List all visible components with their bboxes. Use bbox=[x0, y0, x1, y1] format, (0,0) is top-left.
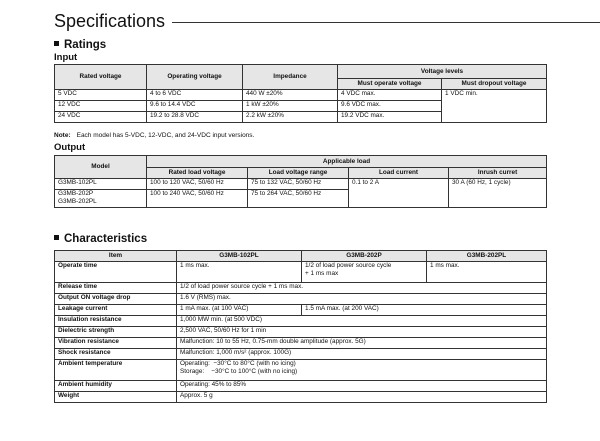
table-cell: 100 to 240 VAC, 50/60 Hz bbox=[147, 190, 248, 208]
note-label: Note: bbox=[54, 132, 71, 139]
ratings-heading-text: Ratings bbox=[64, 39, 107, 51]
table-cell: 100 to 120 VAC, 50/60 Hz bbox=[147, 179, 248, 190]
table-cell: Approx. 5 g bbox=[177, 392, 547, 403]
table-cell: 2,500 VAC, 50/60 Hz for 1 min bbox=[177, 327, 547, 338]
table-row bbox=[55, 283, 547, 294]
table-cell: 1 ms max. bbox=[177, 262, 302, 283]
header-rated-load-voltage: Rated load voltage bbox=[147, 168, 248, 179]
input-note bbox=[54, 132, 254, 140]
table-cell-model bbox=[55, 190, 147, 208]
table-row bbox=[55, 262, 547, 283]
header-impedance: Impedance bbox=[243, 65, 338, 90]
table-row bbox=[55, 392, 547, 403]
row-label: Vibration resistance bbox=[55, 338, 177, 349]
operate-time-line-2: + 1 ms max bbox=[305, 269, 339, 277]
table-cell: 12 VDC bbox=[55, 101, 147, 112]
table-cell: 1.5 mA max. (at 200 VAC) bbox=[302, 305, 547, 316]
page-title: Specifications bbox=[54, 11, 166, 31]
header-load-current: Load current bbox=[349, 168, 449, 179]
table-cell: 9.6 to 14.4 VDC bbox=[147, 101, 243, 112]
table-row bbox=[55, 90, 547, 101]
header-g3mb-102pl: G3MB-102PL bbox=[177, 251, 302, 262]
header-applicable-load: Applicable load bbox=[147, 156, 547, 168]
table-cell-model: G3MB-102PL bbox=[55, 179, 147, 190]
row-label: Output ON voltage drop bbox=[55, 294, 177, 305]
input-table bbox=[54, 64, 547, 123]
table-row bbox=[55, 316, 547, 327]
table-cell bbox=[302, 262, 427, 283]
table-row bbox=[55, 338, 547, 349]
model-line-2: G3MB-202PL bbox=[58, 197, 97, 205]
header-rated-voltage: Rated voltage bbox=[55, 65, 147, 90]
model-line-1: G3MB-202P bbox=[58, 190, 94, 197]
table-cell: 19.2 VDC max. bbox=[338, 112, 442, 123]
row-label: Ambient temperature bbox=[55, 360, 177, 381]
row-label: Dielectric strength bbox=[55, 327, 177, 338]
operate-time-line-1: 1/2 of load power source cycle bbox=[305, 262, 392, 269]
temperature-operating: Operating: −30°C to 80°C (with no icing) bbox=[180, 360, 296, 367]
table-cell: 1/2 of load power source cycle + 1 ms max. bbox=[177, 283, 547, 294]
table-cell-dropout: 1 VDC min. bbox=[442, 90, 547, 123]
table-row bbox=[55, 294, 547, 305]
input-heading: Input bbox=[54, 52, 78, 63]
row-label: Weight bbox=[55, 392, 177, 403]
table-cell: 1,000 MW min. (at 500 VDC) bbox=[177, 316, 547, 327]
characteristics-table bbox=[54, 250, 547, 403]
row-label: Leakage current bbox=[55, 305, 177, 316]
title-row bbox=[54, 9, 546, 35]
temperature-storage: Storage: −30°C to 100°C (with no icing) bbox=[180, 367, 298, 375]
table-cell: 440 W ±20% bbox=[243, 90, 338, 101]
output-heading: Output bbox=[54, 142, 86, 153]
table-cell: Malfunction: 1,000 m/s² (approx. 100G) bbox=[177, 349, 547, 360]
header-voltage-levels: Voltage levels bbox=[338, 65, 547, 79]
table-cell: 1 ms max. bbox=[427, 262, 547, 283]
characteristics-heading-text: Characteristics bbox=[64, 233, 148, 245]
header-must-dropout: Must dropout voltage bbox=[442, 79, 547, 90]
row-label: Release time bbox=[55, 283, 177, 294]
row-label: Shock resistance bbox=[55, 349, 177, 360]
table-row bbox=[55, 381, 547, 392]
table-row bbox=[55, 360, 547, 381]
square-bullet-icon bbox=[54, 41, 59, 46]
row-label: Insulation resistance bbox=[55, 316, 177, 327]
row-label: Ambient humidity bbox=[55, 381, 177, 392]
header-inrush-current: Inrush curret bbox=[449, 168, 547, 179]
table-cell: 1.6 V (RMS) max. bbox=[177, 294, 547, 305]
title-rule bbox=[172, 22, 600, 23]
table-cell: 75 to 132 VAC, 50/60 Hz bbox=[248, 179, 349, 190]
table-row bbox=[55, 179, 547, 190]
row-label: Operate time bbox=[55, 262, 177, 283]
table-cell: 9.6 VDC max. bbox=[338, 101, 442, 112]
table-cell: 1 kW ±20% bbox=[243, 101, 338, 112]
table-cell: 5 VDC bbox=[55, 90, 147, 101]
header-load-voltage-range: Load voltage range bbox=[248, 168, 349, 179]
table-row bbox=[55, 305, 547, 316]
table-cell: 19.2 to 28.8 VDC bbox=[147, 112, 243, 123]
table-row bbox=[55, 327, 547, 338]
header-operating-voltage: Operating voltage bbox=[147, 65, 243, 90]
table-cell: Operating: 45% to 85% bbox=[177, 381, 547, 392]
table-cell: 1 mA max. (at 100 VAC) bbox=[177, 305, 302, 316]
table-cell-inrush: 30 A (60 Hz, 1 cycle) bbox=[449, 179, 547, 208]
table-cell: 4 to 6 VDC bbox=[147, 90, 243, 101]
table-cell-load-current: 0.1 to 2 A bbox=[349, 179, 449, 208]
header-g3mb-202p: G3MB-202P bbox=[302, 251, 427, 262]
table-cell: Malfunction: 10 to 55 Hz, 0.75-mm double amplitude (approx. 5G) bbox=[177, 338, 547, 349]
header-model: Model bbox=[55, 156, 147, 179]
note-text: Each model has 5-VDC, 12-VDC, and 24-VDC input versions. bbox=[76, 132, 255, 139]
ratings-heading bbox=[54, 39, 106, 52]
table-cell bbox=[177, 360, 547, 381]
characteristics-heading bbox=[54, 233, 147, 246]
table-row bbox=[55, 349, 547, 360]
header-must-operate: Must operate voltage bbox=[338, 79, 442, 90]
table-cell: 4 VDC max. bbox=[338, 90, 442, 101]
square-bullet-icon bbox=[54, 235, 59, 240]
header-g3mb-202pl: G3MB-202PL bbox=[427, 251, 547, 262]
output-table bbox=[54, 155, 547, 208]
table-cell: 2.2 kW ±20% bbox=[243, 112, 338, 123]
table-cell: 24 VDC bbox=[55, 112, 147, 123]
header-item: Item bbox=[55, 251, 177, 262]
table-cell: 75 to 264 VAC, 50/60 Hz bbox=[248, 190, 349, 208]
